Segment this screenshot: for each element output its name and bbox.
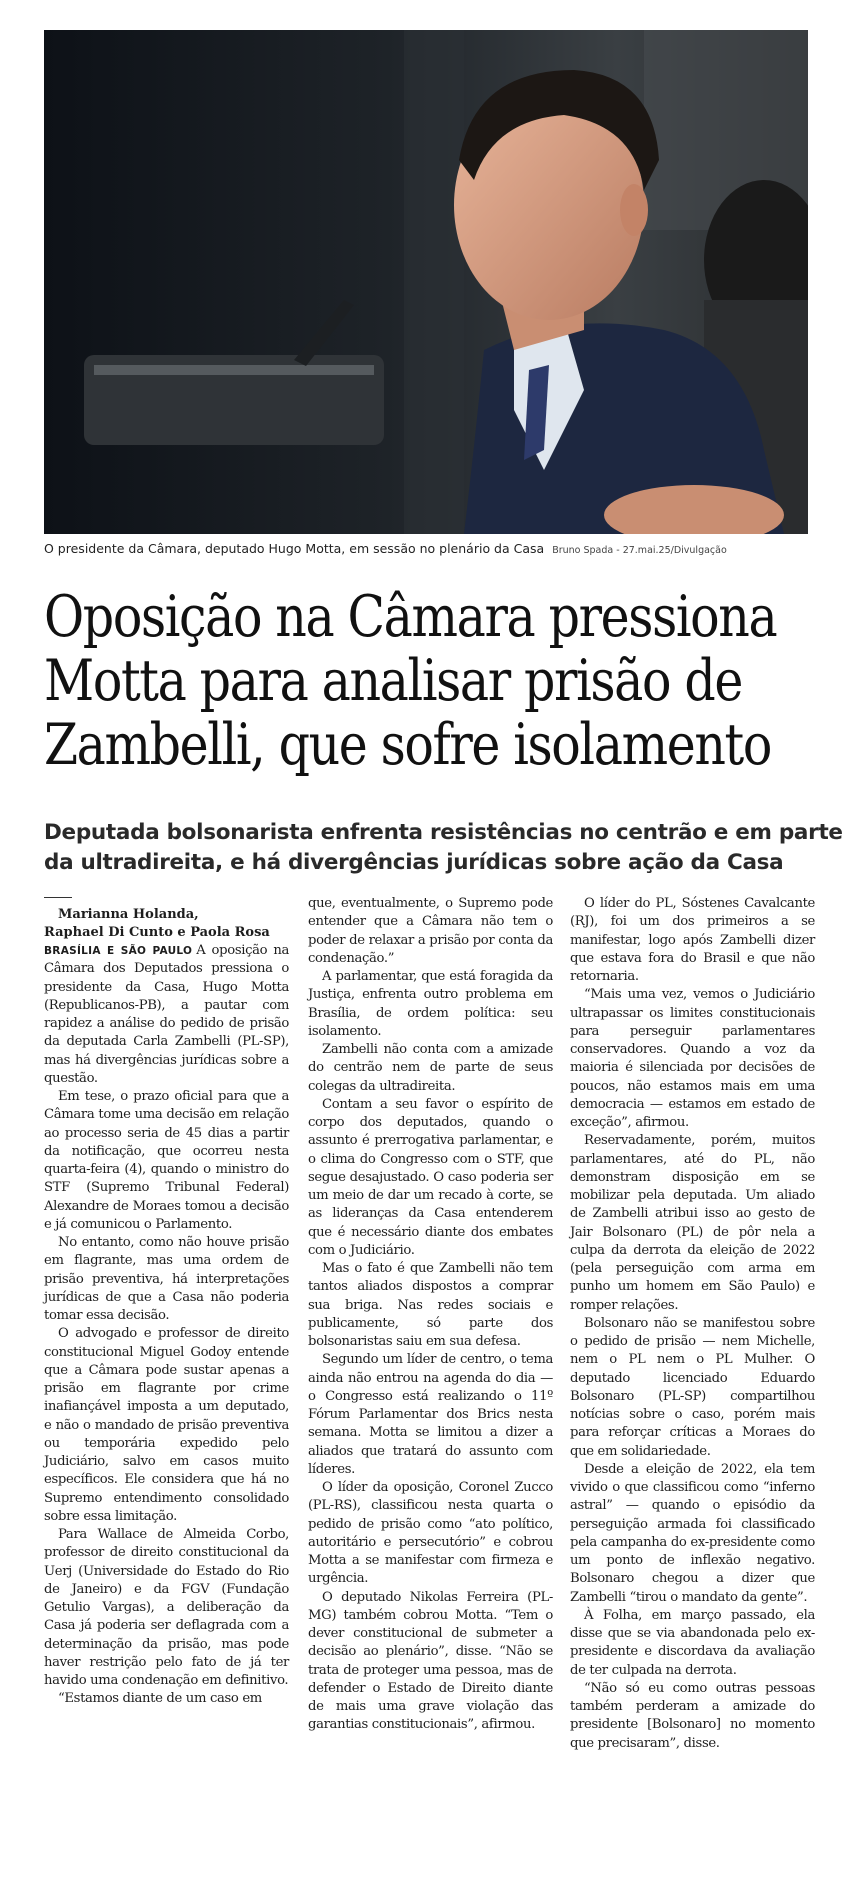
- body-paragraph: Mas o fato é que Zambelli não tem tantos aliados dispostos a comprar sua briga. Nas redes sociais e publicamente, só parte dos bolsonaristas saiu em sua defesa.: [308, 1261, 553, 1349]
- headline-line-3: Zambelli, que sofre isolamento: [44, 712, 771, 778]
- body-paragraph: Reservadamente, porém, muitos parlamentares, até do PL, não demonstram disposição em se mobilizar pela deputada. Um aliado de Zambelli atribui isso ao gesto de Jair Bolsonaro (PL) de pôr nela a culpa da derrota da eleição de 2022 (pela perseguição com arma em punho um homem em São Paulo) e romper relações.: [570, 1133, 815, 1313]
- body-paragraph: O líder da oposição, Coronel Zucco (PL-RS), classificou nesta quarta o pedido de prisão como “ato político, autoritário e persecutório” e cobrou Motta a se manifestar com firmeza e urgência.: [308, 1480, 553, 1587]
- body-paragraph: BRASÍLIA E SÃO PAULO A oposição na Câmara dos Deputados pressiona o presidente da Casa, Hugo Motta (Republicanos-PB), a pautar com rapidez a análise do pedido de prisão da deputada Carla Zambelli (PL-SP), mas há divergências jurídicas sobre a questão.: [44, 943, 289, 1086]
- byline-line-2: Raphael Di Cunto e Paola Rosa: [44, 925, 270, 940]
- article-headline: [44, 584, 777, 778]
- caption-text: O presidente da Câmara, deputado Hugo Motta, em sessão no plenário da Casa: [44, 541, 545, 556]
- body-paragraph: À Folha, em março passado, ela disse que se via abandonada pelo ex-presidente e discordava da avaliação de ter culpada na derrota.: [570, 1607, 815, 1678]
- byline-line-1: Marianna Holanda,: [58, 907, 199, 922]
- deck-line-2: da ultradireita, e há divergências jurídicas sobre ação da Casa: [44, 850, 784, 875]
- body-paragraph: “Estamos diante de um caso em: [58, 1691, 262, 1707]
- body-paragraph: O advogado e professor de direito constitucional Miguel Godoy entende que a Câmara pode sustar apenas a prisão em flagrante por crime inafiançável imposta a um deputado, e não o mandado de prisão preventiva ou temporária expedido pelo Judiciário, salvo em casos muito específicos. Ele considera que há no Supremo entendimento consolidado sobre essa limitação.: [44, 1326, 289, 1524]
- body-paragraph: “Não só eu como outras pessoas também perderam a amizade do presidente [Bolsonaro] no momento que precisaram”, disse.: [570, 1680, 815, 1751]
- body-paragraph: que, eventualmente, o Supremo pode entender que a Câmara não tem o poder de relaxar a prisão por conta da condenação.”: [308, 896, 553, 966]
- body-paragraph: A parlamentar, que está foragida da Justiça, enfrenta outro problema em Brasília, de ordem política: seu isolamento.: [308, 969, 553, 1039]
- byline-rule: [44, 897, 72, 898]
- body-paragraph: Para Wallace de Almeida Corbo, professor de direito constitucional da Uerj (Universidade do Estado do Rio de Janeiro) e da FGV (Fundação Getulio Vargas), a deliberação da Casa já poderia ser deflagrada com a determinação da prisão, mas pode haver restrição pelo fato de já ter havido uma condenação em definitivo.: [44, 1527, 289, 1688]
- article-deck: [44, 818, 843, 878]
- body-column-1: [44, 895, 289, 1709]
- byline: [44, 906, 289, 942]
- body-column-3: [570, 895, 815, 1753]
- photo-hugo-motta-illustration: [44, 30, 808, 534]
- body-paragraph: O líder do PL, Sóstenes Cavalcante (RJ), foi um dos primeiros a se manifestar, logo após Zambelli dizer que estava fora do Brasil e que não retornaria.: [570, 896, 815, 984]
- body-paragraph: Contam a seu favor o espírito de corpo dos deputados, quando o assunto é prerrogativa parlamentar, e o clima do Congresso com o STF, que segue desajustado. O caso poderia ser um meio de dar um recado à corte, se as lideranças da Casa entenderem que é necessário diante dos embates com o Judiciário.: [308, 1096, 553, 1258]
- photo-credit: Bruno Spada - 27.mai.25/Divulgação: [552, 545, 727, 556]
- body-paragraph: “Mais uma vez, vemos o Judiciário ultrapassar os limites constitucionais para perseguir parlamentares conservadores. Quando a voz da maioria é silenciada por decisões de poucos, não estamos mais em uma democracia — estamos em estado de exceção”, afirmou.: [570, 987, 815, 1130]
- body-paragraph: Segundo um líder de centro, o tema ainda não entrou na agenda do dia — o Congresso está realizando o 11º Fórum Parlamentar dos Brics nesta semana. Motta se limitou a dizer a aliados que tratará do assunto com líderes.: [308, 1352, 553, 1477]
- dateline: BRASÍLIA E SÃO PAULO: [44, 945, 193, 957]
- body-column-2: [308, 895, 553, 1735]
- headline-line-2: Motta para analisar prisão de: [44, 648, 742, 714]
- headline-line-1: Oposição na Câmara pressiona: [44, 584, 777, 650]
- article-photo: [44, 30, 808, 534]
- body-paragraph: O deputado Nikolas Ferreira (PL-MG) também cobrou Motta. “Tem o dever constitucional de submeter a decisão ao plenário”, disse. “Não se trata de proteger uma pessoa, mas de defender o Estado de Direito diante de mais uma grave violação das garantias constitucionais”, afirmou.: [308, 1589, 553, 1733]
- body-paragraph: Bolsonaro não se manifestou sobre o pedido de prisão — nem Michelle, nem o PL nem o PL Mulher. O deputado licenciado Eduardo Bolsonaro (PL-SP) compartilhou notícias sobre o caso, porém mais para reforçar críticas a Moraes do que em solidariedade.: [570, 1315, 815, 1459]
- deck-line-1: Deputada bolsonarista enfrenta resistências no centrão e em parte: [44, 820, 843, 845]
- body-paragraph: Zambelli não conta com a amizade do centrão nem de parte de seus colegas da ultradireita.: [308, 1042, 553, 1094]
- article-body: [44, 895, 815, 1855]
- body-paragraph: Desde a eleição de 2022, ela tem vivido o que classificou como “inferno astral” — quando o episódio da perseguição armada foi classificado pela campanha do ex-presidente como um ponto de inflexão negativo. Bolsonaro chegou a dizer que Zambelli “tirou o mandato da gente”.: [570, 1461, 815, 1605]
- photo-caption: [44, 541, 808, 556]
- body-paragraph: No entanto, como não houve prisão em flagrante, mas uma ordem de prisão preventiva, há interpretações jurídicas de que a Casa não poderia tomar essa decisão.: [44, 1235, 289, 1323]
- body-paragraph: Em tese, o prazo oficial para que a Câmara tome uma decisão em relação ao processo seria de 45 dias a partir da notificação, que ocorreu nesta quarta-feira (4), quando o ministro do STF (Supremo Tribunal Federal) Alexandre de Moraes tomou a decisão e já comunicou o Parlamento.: [44, 1089, 289, 1232]
